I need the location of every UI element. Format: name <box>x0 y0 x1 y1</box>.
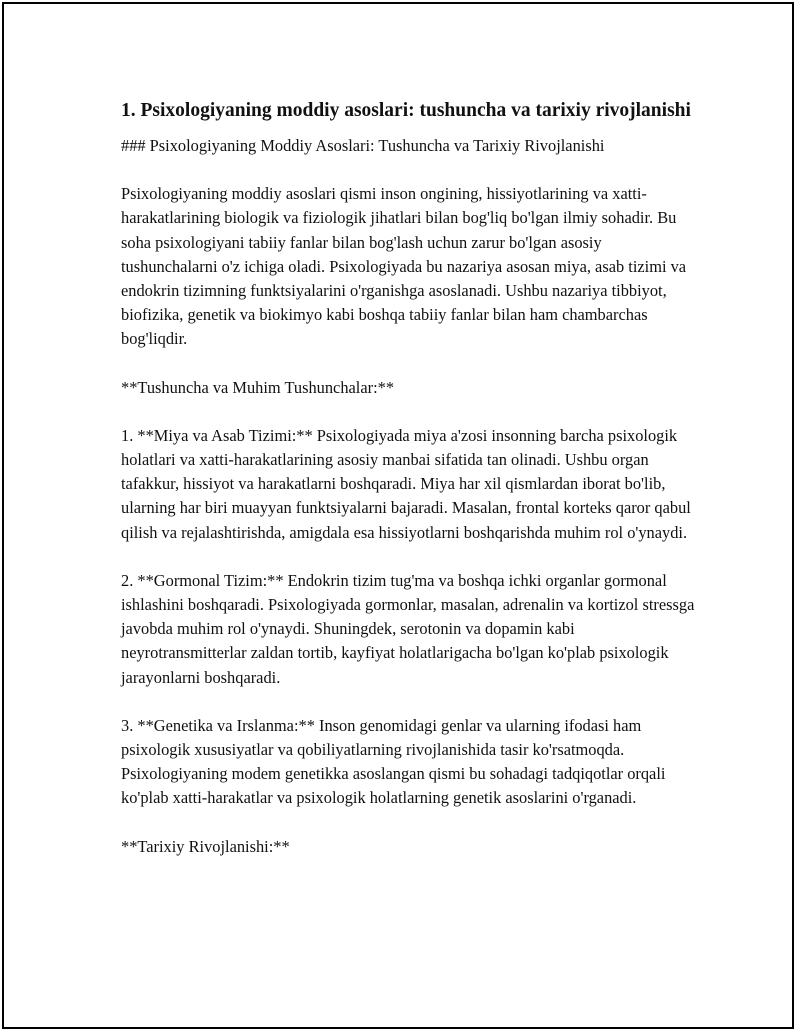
paragraph-brain-nervous-system: 1. **Miya va Asab Tizimi:** Psixologiyada miya a'zosi insonning barcha psixologik holatlari va xatti-harakatlarining asosiy manbai sifatida tan olinadi. Ushbu organ tafakkur, hissiyot va harakatlarni boshqaradi. Miya har xil qismlardan iborat bo'lib, ularning har biri muayyan funktsiyalarni bajaradi. Masalan, frontal korteks qaror qabul qilish va rejalashtirishda, amigdala esa hissiyotlarni boshqarishda muhim rol o'ynaydi. <box>121 425 691 542</box>
paragraph-hormonal-system: 2. **Gormonal Tizim:** Endokrin tizim tug'ma va boshqa ichki organlar gormonal ishlashini boshqaradi. Psixologiyada gormonlar, masalan, adrenalin va kortizol stressga javobda muhim rol o'ynaydi. Shuningdek, serotonin va dopamin kabi neyrotransmitterlar zaldan tortib, kayfiyat holatlarigacha bo'lgan ko'plab psixologik jarayonlarni boshqaradi. <box>121 570 695 687</box>
paragraph-history-heading: **Tarixiy Rivojlanishi:** <box>121 836 290 856</box>
paragraph-concepts-heading: **Tushuncha va Muhim Tushunchalar:** <box>121 377 395 397</box>
paragraph-intro: Psixologiyaning moddiy asoslari qismi inson ongining, hissiyotlarining va xatti-harakatlarining biologik va fiziologik jihatlari bilan bog'liq bo'lgan ilmiy sohadir. Bu soha psixologiyani tabiiy fanlar bilan bog'lash uchun zarur bo'lgan asosiy tushunchalarni o'z ichiga oladi. Psixologiyada bu nazariya asosan miya, asab tizimi va endokrin tizimning funktsiyalarini o'rganishga asoslanadi. Ushbu nazariya tibbiyot, biofizika, genetik va biokimyo kabi boshqa tabiiy fanlar bilan ham chambarchas bog'liqdir. <box>121 184 687 349</box>
document-page <box>2 2 794 1029</box>
paragraph-genetics: 3. **Genetika va Irslanma:** Inson genomidagi genlar va ularning ifodasi ham psixologik xususiyatlar va qobiliyatlarning rivojlanishida tasir ko'rsatmoqda. Psixologiyaning modem genetikka asoslangan qismi bu sohadagi tadqiqotlar orqali ko'plab xatti-harakatlar va psixologik holatlarning genetik asoslarini o'rganadi. <box>121 715 666 808</box>
document-content <box>121 97 701 883</box>
document-title: 1. Psixologiyaning moddiy asoslari: tushuncha va tarixiy rivojlanishi <box>121 100 691 121</box>
document-subheading: ### Psixologiyaning Moddiy Asoslari: Tushuncha va Tarixiy Rivojlanishi <box>121 136 605 155</box>
